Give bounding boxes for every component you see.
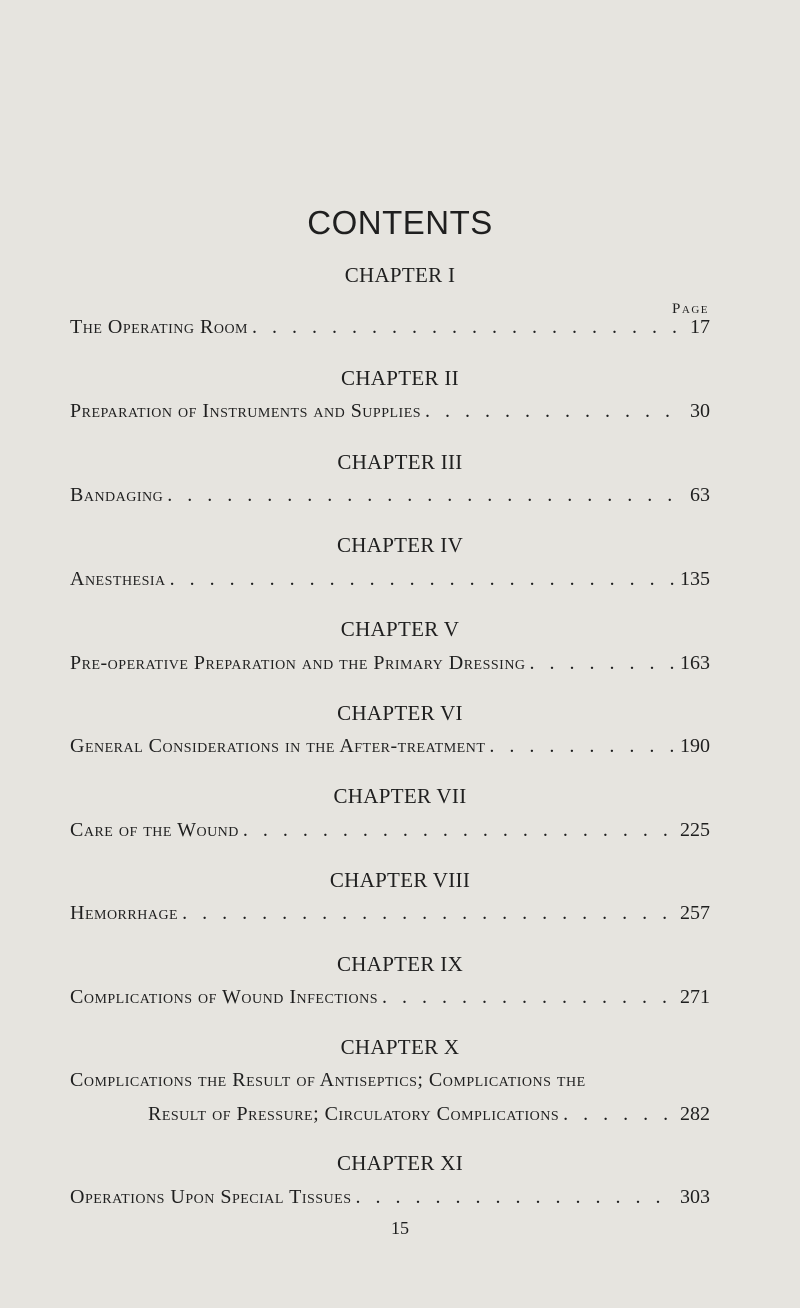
dot-leader (563, 1101, 676, 1127)
toc-entry-8[interactable] (70, 900, 710, 926)
page-title: CONTENTS (307, 204, 493, 241)
toc-page-number: 271 (680, 986, 710, 1008)
chapter-heading: CHAPTER VIII (329, 868, 471, 892)
toc-page-number: 257 (680, 902, 710, 924)
toc-page-number: 190 (680, 735, 710, 757)
toc-entry-title-line1: Complications the Result of Antiseptics; Complications the (70, 1069, 586, 1091)
toc-entry-title: Complications of Wound Infections (70, 986, 379, 1008)
toc-page-number: 303 (680, 1186, 710, 1208)
toc-entry-4[interactable] (70, 566, 710, 592)
toc-entry-10[interactable] (70, 1067, 710, 1127)
dot-leader (252, 314, 686, 340)
toc-entry-9[interactable] (70, 984, 710, 1010)
chapter-heading: CHAPTER I (344, 263, 456, 287)
toc-page-number: 282 (680, 1103, 710, 1125)
toc-entry-5[interactable] (70, 650, 710, 676)
dot-leader (182, 900, 676, 926)
toc-page-number: 63 (690, 484, 710, 506)
toc-entry-title: General Considerations in the After-treatment (70, 735, 486, 757)
toc-entry-title: Preparation of Instruments and Supplies (70, 400, 422, 422)
toc-entry-1[interactable] (70, 314, 710, 340)
chapter-heading: CHAPTER XI (336, 1151, 464, 1175)
chapter-heading: CHAPTER III (337, 450, 463, 474)
toc-entry-title: Anesthesia (70, 568, 166, 590)
toc-entry-title: Hemorrhage (70, 902, 179, 924)
dot-leader (243, 817, 676, 843)
toc-entry-title: Care of the Wound (70, 819, 239, 841)
dot-leader (170, 566, 676, 592)
toc-page-number: 135 (680, 568, 710, 590)
toc-page-number: 225 (680, 819, 710, 841)
toc-entry-title: The Operating Room (70, 316, 248, 338)
toc-entry-3[interactable] (70, 482, 710, 508)
toc-entry-title: Operations Upon Special Tissues (70, 1186, 352, 1208)
toc-entry-7[interactable] (70, 817, 710, 843)
chapter-heading: CHAPTER VI (337, 701, 463, 725)
toc-entry-title: Pre-operative Preparation and the Primary Dressing (70, 652, 526, 674)
chapter-heading: CHAPTER II (341, 366, 459, 390)
toc-entry-title: Bandaging (70, 484, 164, 506)
chapter-heading: CHAPTER X (340, 1035, 460, 1059)
chapter-heading: CHAPTER VII (333, 784, 467, 808)
page-folio: 15 (391, 1218, 409, 1238)
dot-leader (167, 482, 686, 508)
toc-entry-2[interactable] (70, 398, 710, 424)
toc-entry-6[interactable] (70, 733, 710, 759)
toc-page-number: 30 (690, 400, 710, 422)
dot-leader (382, 984, 676, 1010)
toc-page-number: 163 (680, 652, 710, 674)
page-column-label: Page (672, 301, 709, 317)
chapter-heading: CHAPTER IV (336, 533, 464, 557)
dot-leader (530, 650, 676, 676)
chapter-heading: CHAPTER V (340, 617, 460, 641)
dot-leader (356, 1184, 676, 1210)
toc-page-number: 17 (690, 316, 710, 338)
toc-entry-title-line2: Result of Pressure; Circulatory Complications (148, 1103, 560, 1125)
dot-leader (489, 733, 676, 759)
toc-entry-11[interactable] (70, 1184, 710, 1210)
chapter-heading: CHAPTER IX (336, 952, 464, 976)
dot-leader (425, 398, 686, 424)
